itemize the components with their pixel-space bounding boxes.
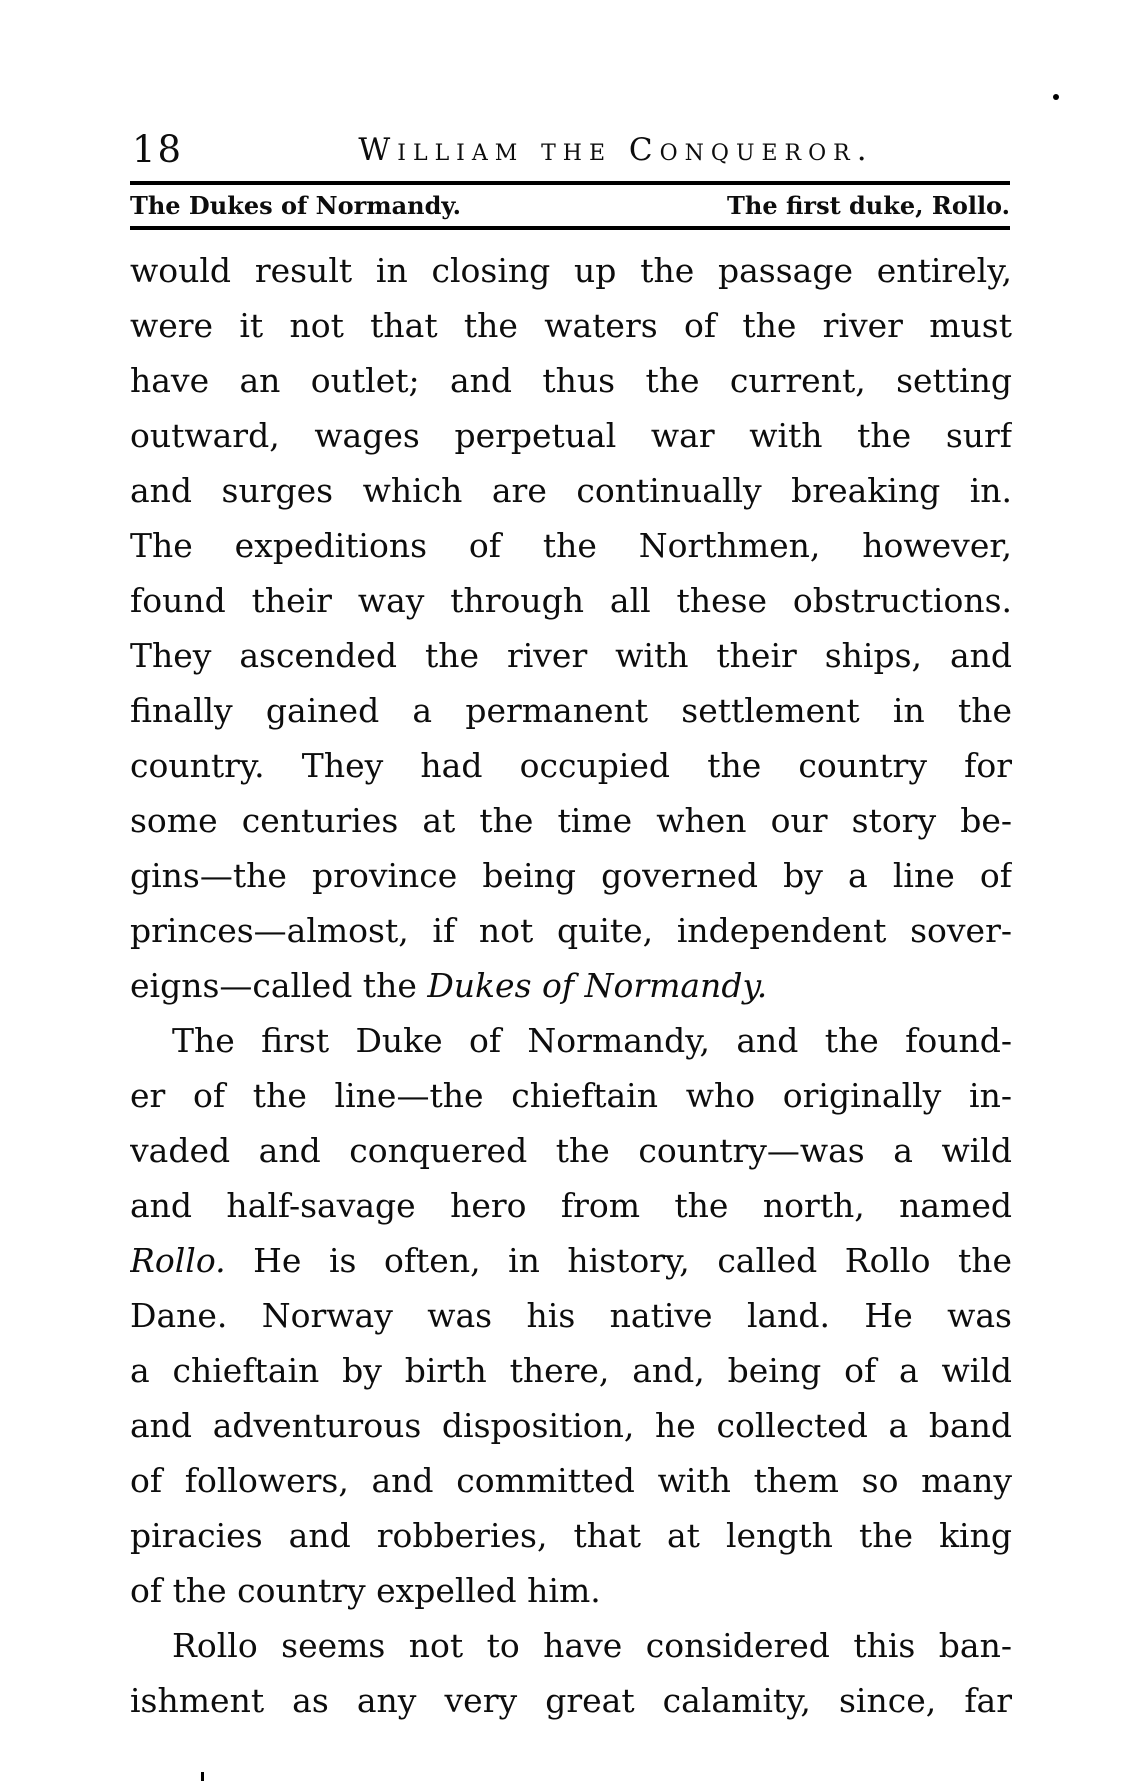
- header-rule-top: [130, 181, 1010, 185]
- running-heads: [130, 191, 1010, 221]
- body-text-segment: piracies and robberies, that at length the king: [130, 1516, 1012, 1555]
- body-text-segment: Rollo seems not to have considered this ban-: [172, 1626, 1012, 1665]
- body-text-segment: vaded and conquered the country—was a wild: [130, 1131, 1012, 1170]
- text-line: [130, 1178, 1012, 1233]
- body-text-segment: Dane. Norway was his native land. He was: [130, 1296, 1012, 1335]
- body-text-segment: princes—almost, if not quite, independent sover-: [130, 911, 1012, 950]
- text-line: [130, 1288, 1012, 1343]
- body-text-segment: country. They had occupied the country for: [130, 746, 1012, 785]
- text-line: [130, 683, 1012, 738]
- italic-text: Rollo.: [130, 1241, 226, 1280]
- body-text-segment: and half-savage hero from the north, named: [130, 1186, 1012, 1225]
- text-line: [130, 1013, 1012, 1068]
- running-head-left: The Dukes of Normandy.: [130, 191, 461, 220]
- text-line: [130, 1453, 1012, 1508]
- text-line: [130, 793, 1012, 848]
- body-text-segment: er of the line—the chieftain who originally in-: [130, 1076, 1012, 1115]
- body-text-segment: would result in closing up the passage entirely,: [130, 251, 1012, 290]
- text-line: [130, 1233, 1012, 1288]
- body-text-segment: outward, wages perpetual war with the surf: [130, 416, 1012, 455]
- text-line: [130, 1343, 1012, 1398]
- page-header: [130, 118, 1012, 174]
- text-line: [130, 1508, 1012, 1563]
- body-text-segment: The expeditions of the Northmen, however,: [130, 526, 1012, 565]
- text-line: [130, 1673, 1012, 1728]
- text-line: [130, 738, 1012, 793]
- text-line: [130, 298, 1012, 353]
- body-text-segment: ishment as any very great calamity, since, far: [130, 1681, 1012, 1720]
- running-title: William the Conqueror.: [358, 132, 874, 168]
- body-text-segment: gins—the province being governed by a line of: [130, 856, 1012, 895]
- body-text-segment: and adventurous disposition, he collected a band: [130, 1406, 1012, 1445]
- text-line: [130, 1398, 1012, 1453]
- text-line: [130, 903, 1012, 958]
- text-line: [130, 848, 1012, 903]
- body-text-segment: of the country expelled him.: [130, 1571, 601, 1610]
- scan-speck: [1053, 94, 1059, 100]
- body-text-segment: They ascended the river with their ships, and: [130, 636, 1012, 675]
- body-text-segment: have an outlet; and thus the current, setting: [130, 361, 1012, 400]
- text-line: [130, 353, 1012, 408]
- body-text-segment: The first Duke of Normandy, and the found-: [172, 1021, 1012, 1060]
- text-line: [130, 958, 1012, 1013]
- page-number: 18: [132, 128, 184, 171]
- text-line: [130, 573, 1012, 628]
- page-body: [130, 243, 1012, 1728]
- body-text-segment: finally gained a permanent settlement in the: [130, 691, 1012, 730]
- running-head-right: The first duke, Rollo.: [727, 191, 1010, 220]
- text-line: [130, 1618, 1012, 1673]
- body-text-segment: of followers, and committed with them so many: [130, 1461, 1012, 1500]
- italic-text: Dukes of Normandy.: [427, 966, 768, 1005]
- body-text-segment: a chieftain by birth there, and, being of a wild: [130, 1351, 1012, 1390]
- text-line: [130, 518, 1012, 573]
- text-line: [130, 463, 1012, 518]
- body-text-segment: and surges which are continually breaking in.: [130, 471, 1012, 510]
- header-rule-bottom: [130, 226, 1010, 230]
- text-line: [130, 408, 1012, 463]
- text-line: [130, 1563, 1012, 1618]
- text-line: [130, 1068, 1012, 1123]
- text-line: [130, 1123, 1012, 1178]
- body-text-segment: eigns—called the: [130, 966, 428, 1005]
- body-text-segment: were it not that the waters of the river must: [130, 306, 1012, 345]
- body-text-segment: some centuries at the time when our story be-: [130, 801, 1012, 840]
- text-line: [130, 628, 1012, 683]
- body-text-segment: found their way through all these obstructions.: [130, 581, 1012, 620]
- text-line: [130, 243, 1012, 298]
- scan-speck: [201, 1772, 204, 1781]
- body-text-segment: He is often, in history, called Rollo the: [225, 1241, 1012, 1280]
